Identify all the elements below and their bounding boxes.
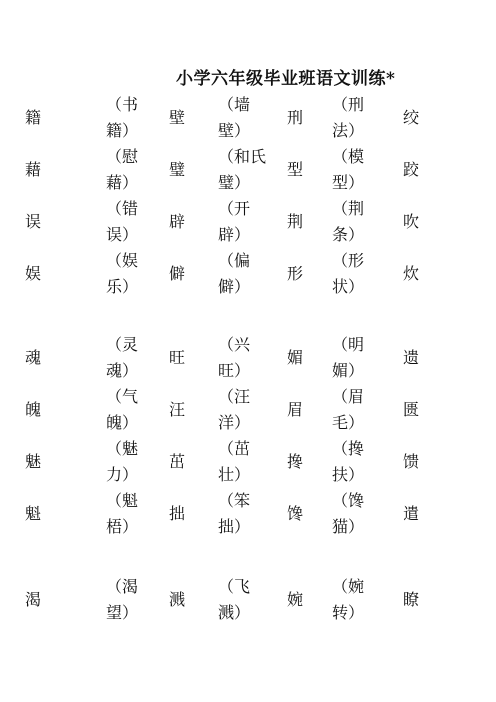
word-line: （灵 [106,335,139,354]
character-cell: 炊 [402,264,419,283]
word-line: （书 [106,95,139,114]
character-cell: 遗 [402,348,419,367]
word-cell [218,574,274,626]
word-cell [332,488,388,540]
word-line: （馋 [332,491,365,510]
word-cell [218,436,274,488]
word-line: 条） [332,225,365,244]
word-line: 力） [106,465,139,484]
word-cell [106,332,162,384]
word-line: 溅） [218,603,251,622]
word-cell [332,196,388,248]
word-line: 毛） [332,413,365,432]
word-line: 拙） [218,517,251,536]
character-cell: 刑 [286,108,303,127]
word-cell [332,144,388,196]
word-line: （气 [106,387,139,406]
word-line: 魂） [106,361,139,380]
word-line: （明 [332,335,365,354]
word-line: （荆 [332,199,365,218]
word-cell [218,144,274,196]
word-line: （魅 [106,439,139,458]
word-line: 望） [106,603,139,622]
word-cell [332,92,388,144]
word-cell [332,248,388,300]
word-line: 洋） [218,413,251,432]
word-line: （渴 [106,577,139,596]
word-line: 误） [106,225,139,244]
character-cell: 眉 [286,400,303,419]
word-cell [332,436,388,488]
character-cell: 匮 [402,400,419,419]
word-line: （开 [218,199,251,218]
table-row [0,332,496,384]
word-line: （刑 [332,95,365,114]
character-cell: 溅 [168,590,185,609]
word-line: （偏 [218,251,251,270]
word-line: 壁） [218,121,251,140]
word-cell [218,384,274,436]
word-line: 媚） [332,361,365,380]
character-cell: 绞 [402,108,419,127]
word-line: （模 [332,147,365,166]
word-cell [106,196,162,248]
word-line: 魄） [106,413,139,432]
table-row [0,92,496,144]
word-cell [218,332,274,384]
character-cell: 魅 [24,452,41,471]
character-cell: 型 [286,160,303,179]
character-cell: 魁 [24,504,41,523]
character-cell: 藉 [24,160,41,179]
page-title: 小学六年级毕业班语文训练* [176,69,396,89]
table-row [0,574,496,626]
word-line: （笨 [218,491,251,510]
word-line: 猫） [332,517,365,536]
character-cell: 搀 [286,452,303,471]
word-line: （兴 [218,335,251,354]
word-line: 壮） [218,465,251,484]
word-line: 法） [332,121,365,140]
word-line: 扶） [332,465,365,484]
word-cell [332,384,388,436]
character-cell: 壁 [168,108,185,127]
word-line: 乐） [106,277,139,296]
word-line: 藉） [106,173,139,192]
word-line: （和氏 [218,147,267,166]
word-cell [106,92,162,144]
word-cell [218,488,274,540]
word-cell [106,248,162,300]
character-cell: 荆 [286,212,303,231]
word-line: （搀 [332,439,365,458]
word-line: （形 [332,251,365,270]
character-cell: 娱 [24,264,41,283]
word-line: 辟） [218,225,251,244]
word-line: 璧） [218,173,251,192]
word-line: （魁 [106,491,139,510]
character-cell: 瞭 [402,590,419,609]
word-line: 旺） [218,361,251,380]
word-cell [106,144,162,196]
character-cell: 遣 [402,504,419,523]
character-cell: 辟 [168,212,185,231]
character-cell: 茁 [168,452,185,471]
word-line: （错 [106,199,139,218]
word-line: 型） [332,173,365,192]
word-cell [332,332,388,384]
table-row [0,144,496,196]
table-row [0,488,496,540]
word-line: 转） [332,603,365,622]
character-cell: 吹 [402,212,419,231]
word-line: 梧） [106,517,139,536]
table-row [0,248,496,300]
table-row [0,196,496,248]
character-cell: 魄 [24,400,41,419]
character-cell: 形 [286,264,303,283]
word-line: （慰 [106,147,139,166]
character-cell: 璧 [168,160,185,179]
character-cell: 婉 [286,590,303,609]
character-cell: 汪 [168,400,185,419]
word-line: （娱 [106,251,139,270]
character-cell: 媚 [286,348,303,367]
character-cell: 渴 [24,590,41,609]
character-cell: 馋 [286,504,303,523]
character-cell: 跤 [402,160,419,179]
table-row [0,436,496,488]
word-cell [218,92,274,144]
word-line: （飞 [218,577,251,596]
word-cell [106,384,162,436]
word-cell [218,196,274,248]
word-line: 僻） [218,277,251,296]
character-cell: 僻 [168,264,185,283]
word-line: （眉 [332,387,365,406]
word-line: （墙 [218,95,251,114]
character-cell: 籍 [24,108,41,127]
word-cell [106,574,162,626]
word-cell [332,574,388,626]
character-cell: 拙 [168,504,185,523]
table-row [0,384,496,436]
character-cell: 馈 [402,452,419,471]
word-line: （汪 [218,387,251,406]
character-cell: 旺 [168,348,185,367]
word-line: 状） [332,277,365,296]
word-line: （婉 [332,577,365,596]
word-cell [106,436,162,488]
character-cell: 误 [24,212,41,231]
character-cell: 魂 [24,348,41,367]
word-cell [218,248,274,300]
word-cell [106,488,162,540]
word-line: （茁 [218,439,251,458]
word-line: 籍） [106,121,139,140]
